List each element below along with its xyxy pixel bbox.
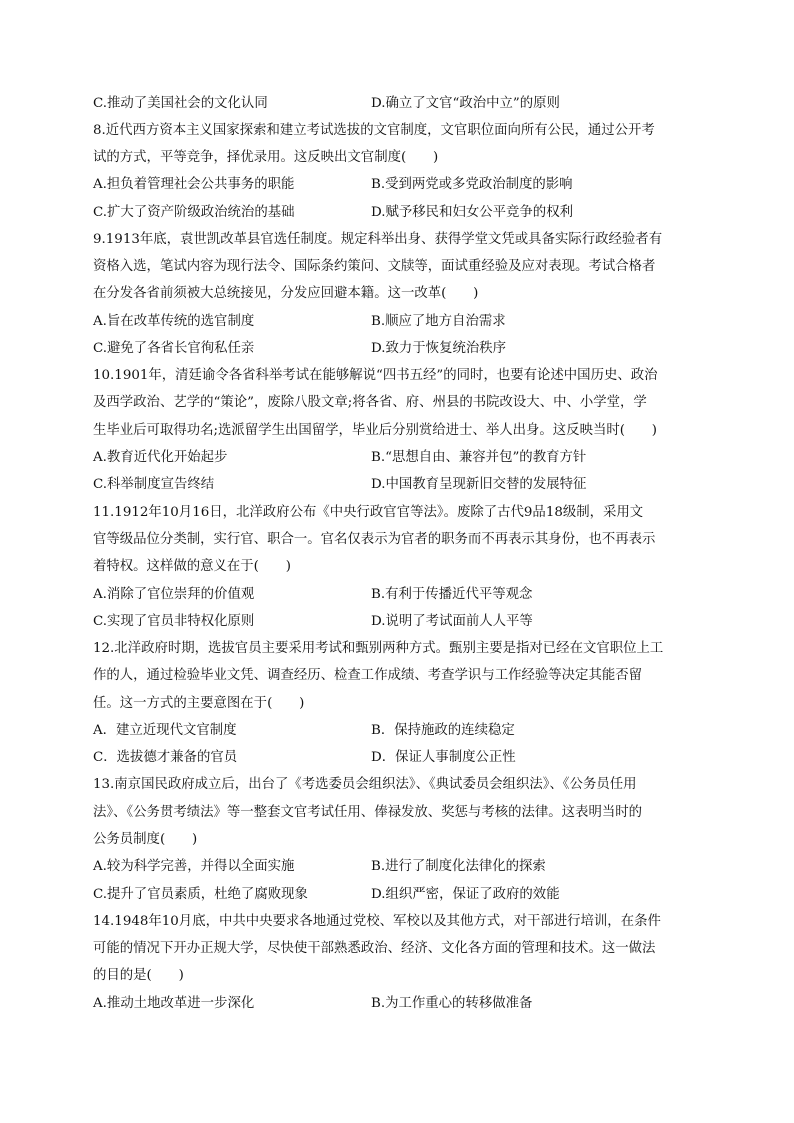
question-14-stem-line-3: 的目的是( ) <box>93 968 184 983</box>
question-11-option-a: A.消除了官位崇拜的价值观 <box>93 587 255 602</box>
question-8-option-b: B.受到两党或多党政治制度的影响 <box>371 177 573 192</box>
question-8-stem-line-1: 8.近代西方资本主义国家探索和建立考试选拔的文官制度，文官职位面向所有公民，通过公开考 <box>93 123 655 138</box>
question-10-option-c: C.科举制度宣告终结 <box>93 477 215 492</box>
question-9-option-b: B.顺应了地方自治需求 <box>371 314 506 329</box>
question-9-stem-line-2: 资格入选，笔试内容为现行法令、国际条约策问、文牍等，面试重经验及应对表现。考试合格者 <box>93 259 656 274</box>
question-10-stem-line-3: 生毕业后可取得功名;选派留学生出国留学，毕业后分别赏给进士、举人出身。这反映当时( ) <box>93 423 657 438</box>
question-9-option-d: D.致力于恢复统治秩序 <box>371 341 507 356</box>
question-11-stem-line-3: 着特权。这样做的意义在于( ) <box>93 559 291 574</box>
question-13-option-b: B.进行了制度化法律化的探索 <box>371 859 546 874</box>
question-10-stem-line-1: 10.1901年，清廷谕令各省科举考试在能够解说“四书五经”的同时，也要有论述中国历史、政治 <box>93 368 658 383</box>
question-13-stem-line-3: 公务员制度( ) <box>93 832 198 847</box>
question-12-option-c: C．选拔德才兼备的官员 <box>93 750 238 765</box>
question-8-option-a: A.担负着管理社会公共事务的职能 <box>93 177 295 192</box>
question-12-stem-line-2: 作的人，通过检验毕业文凭、调查经历、检查工作成绩、考查学识与工作经验等决定其能否留 <box>93 668 643 683</box>
question-11-option-d: D.说明了考试面前人人平等 <box>371 614 533 629</box>
question-14-option-a: A.推动土地改革进一步深化 <box>93 996 255 1011</box>
question-13-stem-line-2: 法》、《公务贯考绩法》等一整套文官考试任用、俸禄发放、奖惩与考核的法律。这表明当时的 <box>93 805 643 820</box>
question-13-stem-line-1: 13.南京国民政府成立后，出台了《考选委员会组织法》、《典试委员会组织法》、《公务员任用 <box>93 777 637 792</box>
question-9-stem-line-3: 在分发各省前须被大总统接见，分发应回避本籍。这一改革( ) <box>93 286 479 301</box>
question-11-option-b: B.有利于传播近代平等观念 <box>371 587 533 602</box>
question-12-stem-line-3: 任。这一方式的主要意图在于( ) <box>93 696 305 711</box>
question-11-stem-line-2: 官等级品位分类制，实行官、职合一。官名仅表示为官者的职务而不再表示其身份，也不再表示 <box>93 532 656 547</box>
question-14-option-b: B.为工作重心的转移做准备 <box>371 996 533 1011</box>
question-13-option-a: A.较为科学完善，并得以全面实施 <box>93 859 295 874</box>
question-12-option-b: B．保持施政的连续稳定 <box>371 723 515 738</box>
question-8-option-d: D.赋予移民和妇女公平竞争的权利 <box>371 205 573 220</box>
question-8-stem-line-2: 试的方式，平等竞争，择优录用。这反映出文官制度( ) <box>93 150 439 165</box>
question-10-option-a: A.教育近代化开始起步 <box>93 450 228 465</box>
question-12-stem-line-1: 12.北洋政府时期，选拔官员主要采用考试和甄别两种方式。甄别主要是指对已经在文官职位上工 <box>93 641 664 656</box>
question-9-option-a: A.旨在改革传统的选官制度 <box>93 314 255 329</box>
option-d: D.确立了文官“政治中立”的原则 <box>371 96 560 111</box>
question-8-option-c: C.扩大了资产阶级政治统治的基础 <box>93 205 295 220</box>
question-12-option-a: A．建立近现代文官制度 <box>93 723 237 738</box>
question-11-stem-line-1: 11.1912年10月16日，北洋政府公布《中央行政官官等法》。废除了古代9品18级制，采用文 <box>93 505 644 520</box>
option-c: C.推动了美国社会的文化认同 <box>93 96 268 111</box>
question-14-stem-line-2: 可能的情况下开办正规大学，尽快使干部熟悉政治、经济、文化各方面的管理和技术。这一做法 <box>93 941 656 956</box>
question-10-stem-line-2: 及西学政治、艺学的“策论”，废除八股文章;将各省、府、州县的书院改设大、中、小学堂，学 <box>93 395 647 410</box>
question-11-option-c: C.实现了官员非特权化原则 <box>93 614 255 629</box>
question-14-stem-line-1: 14.1948年10月底，中共中央要求各地通过党校、军校以及其他方式，对干部进行培训，在条件 <box>93 914 661 929</box>
question-9-stem-line-1: 9.1913年底，袁世凯改革县官选任制度。规定科举出身、获得学堂文凭或具备实际行政经验者有 <box>93 232 663 247</box>
question-9-option-c: C.避免了各省长官徇私任亲 <box>93 341 255 356</box>
question-12-option-d: D．保证人事制度公正性 <box>371 750 516 765</box>
question-13-option-d: D.组织严密，保证了政府的效能 <box>371 887 560 902</box>
question-10-option-b: B.“思想自由、兼容并包”的教育方针 <box>371 450 587 465</box>
question-13-option-c: C.提升了官员素质，杜绝了腐败现象 <box>93 887 308 902</box>
question-10-option-d: D.中国教育呈现新旧交替的发展特征 <box>371 477 587 492</box>
